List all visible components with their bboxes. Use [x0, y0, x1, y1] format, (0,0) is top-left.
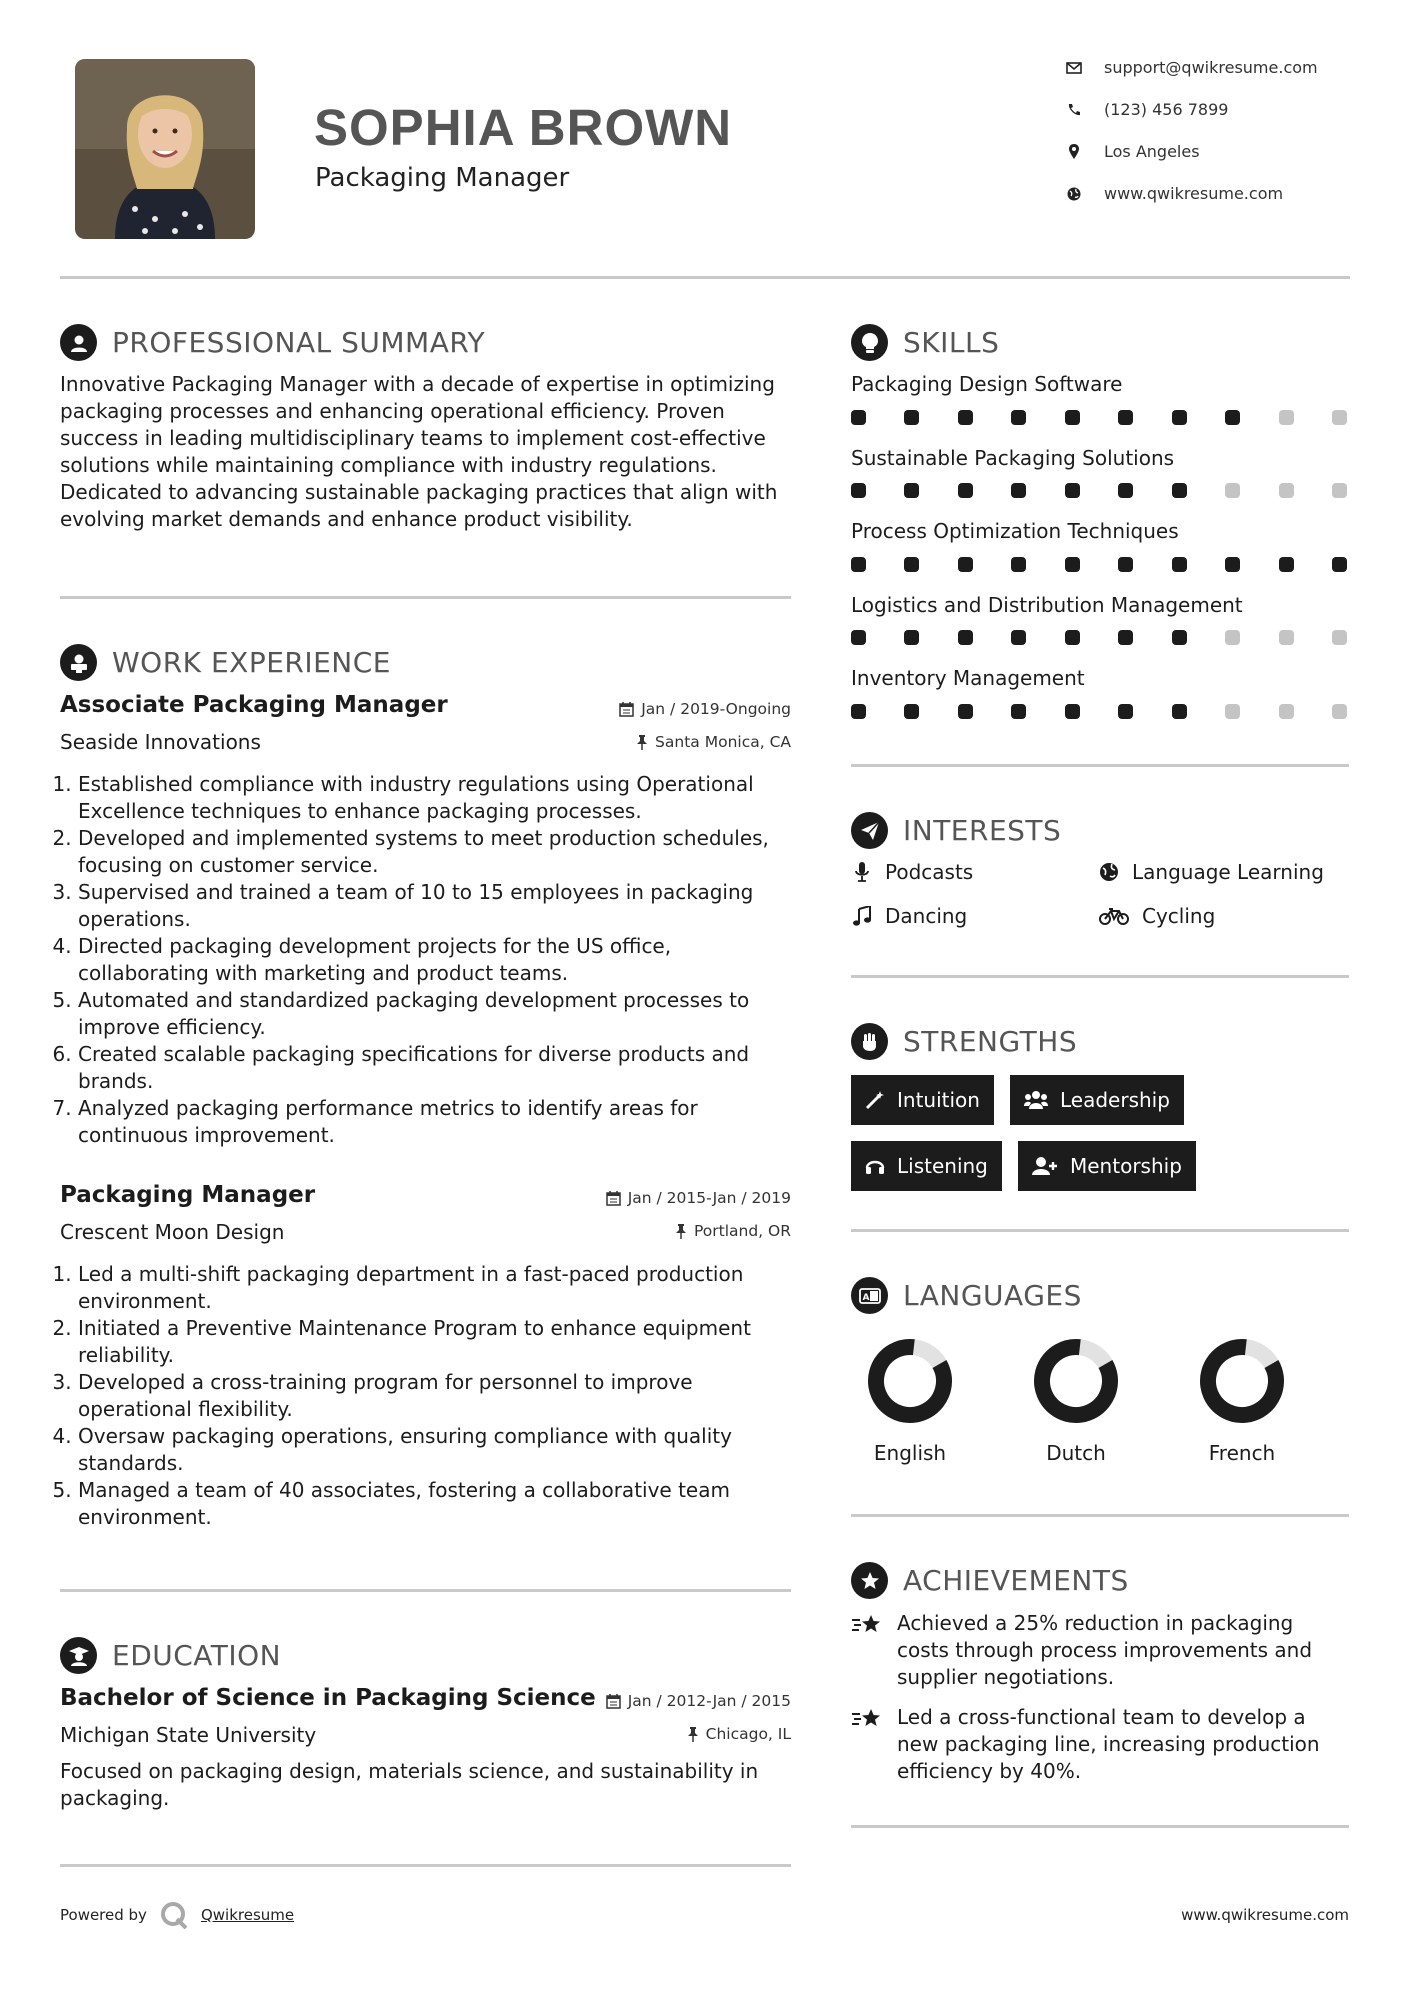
ring-fill [865, 1336, 955, 1426]
achievements-heading-text: ACHIEVEMENTS [903, 1564, 1129, 1597]
summary-divider [60, 596, 791, 599]
job-dates [500, 700, 791, 718]
skill-dot-filled [1118, 704, 1133, 719]
skill-dot-filled [851, 557, 866, 572]
map-pin-icon [1064, 144, 1084, 159]
duty-item: 6. Created scalable packaging specifications for diverse products and brands. [78, 1041, 795, 1095]
skill-dot-filled [958, 704, 973, 719]
job-title: Packaging Manager [60, 1182, 316, 1208]
language-name: English [873, 1441, 947, 1465]
strength-label: Leadership [1060, 1088, 1170, 1112]
skill-dot-filled [904, 483, 919, 498]
skill-dot-filled [1065, 410, 1080, 425]
user-plus-icon [1032, 1156, 1058, 1176]
magic-wand-icon [865, 1090, 885, 1110]
lightbulb-icon [851, 324, 888, 361]
skill-dot-empty [1332, 704, 1347, 719]
job-location-text: Santa Monica, CA [655, 733, 791, 751]
skills-heading-text: SKILLS [903, 326, 1000, 359]
star-badge-icon [851, 1562, 888, 1599]
duty-item: 5. Automated and standardized packaging development processes to improve efficiency. [78, 987, 795, 1041]
summary-text: Innovative Packaging Manager with a decade of expertise in optimizing packaging processes and enhancing operational efficiency. Proven success in leading multidisciplinary teams to implement cost-effective solutions while maintaining compliance with industry regulations. Dedicated to advancing sustainable packaging practices that align with evolving market demands and enhance product visibility. [60, 372, 778, 531]
skill-dot-filled [1118, 557, 1133, 572]
skill-name: Packaging Design Software [851, 372, 1123, 396]
header-divider [60, 276, 1350, 279]
duty-item: 5. Managed a team of 40 associates, fostering a collaborative team environment. [78, 1477, 795, 1531]
language-icon [851, 1277, 888, 1314]
strength-label: Listening [897, 1154, 988, 1178]
skill-name: Sustainable Packaging Solutions [851, 446, 1175, 470]
skill-dot-filled [904, 557, 919, 572]
skill-dot-filled [851, 410, 866, 425]
calendar-icon [619, 702, 634, 717]
skill-name: Inventory Management [851, 666, 1085, 690]
language-proficiency-ring [1197, 1336, 1287, 1426]
language-item [1172, 1336, 1312, 1465]
skill-dot-empty [1225, 630, 1240, 645]
languages-heading [851, 1277, 1082, 1314]
job-dates-text: Jan / 2019-Ongoing [641, 700, 791, 718]
experience-divider [60, 1589, 791, 1592]
contact-website-text: www.qwikresume.com [1104, 184, 1284, 203]
skill-dot-empty [1279, 410, 1294, 425]
interests-divider [851, 975, 1349, 978]
summary-heading [60, 324, 485, 361]
skill-dot-empty [1332, 483, 1347, 498]
skill-dot-filled [1011, 483, 1026, 498]
contact-location [1064, 142, 1200, 161]
interest-item [1098, 860, 1324, 884]
strength-label: Mentorship [1070, 1154, 1182, 1178]
skill-dot-filled [1172, 630, 1187, 645]
microphone-icon [851, 862, 873, 882]
skill-dot-filled [1118, 630, 1133, 645]
contact-phone-text: (123) 456 7899 [1104, 100, 1229, 119]
skill-name: Process Optimization Techniques [851, 519, 1179, 543]
skill-dot-filled [1011, 410, 1026, 425]
skill-name: Logistics and Distribution Management [851, 593, 1243, 617]
shooting-star-icon [851, 1610, 887, 1691]
experience-heading-text: WORK EXPERIENCE [112, 646, 391, 679]
svg-text:A: A [862, 1292, 870, 1303]
paper-plane-icon [851, 812, 888, 849]
ring-fill [1197, 1336, 1287, 1426]
job-location [500, 1222, 791, 1240]
profile-photo [75, 59, 255, 239]
achievement-text: Led a cross-functional team to develop a new packaging line, increasing production efficiency by 40%. [897, 1705, 1320, 1783]
strengths-heading [851, 1023, 1077, 1060]
job-dates [480, 1189, 791, 1207]
contact-email-text: support@qwikresume.com [1104, 58, 1318, 77]
footer-url[interactable]: www.qwikresume.com [1181, 1906, 1349, 1924]
ring-fill [1031, 1336, 1121, 1426]
skill-dot-filled [904, 704, 919, 719]
strength-badge [851, 1141, 1002, 1191]
language-name: Dutch [1046, 1441, 1106, 1465]
skill-dot-filled [1172, 557, 1187, 572]
duty-item: 2. Developed and implemented systems to meet production schedules, focusing on customer service. [78, 825, 795, 879]
skill-dot-empty [1332, 630, 1347, 645]
achievement-text: Achieved a 25% reduction in packaging costs through process improvements and supplier negotiations. [897, 1611, 1313, 1689]
contact-website[interactable] [1064, 184, 1283, 203]
duty-item: 3. Developed a cross-training program for personnel to improve operational flexibility. [78, 1369, 795, 1423]
language-item [1006, 1336, 1146, 1465]
skill-dot-filled [1172, 483, 1187, 498]
skill-dot-filled [1172, 704, 1187, 719]
music-note-icon [851, 906, 873, 926]
skill-dot-empty [1332, 410, 1347, 425]
footer-powered [60, 1901, 294, 1929]
phone-icon [1064, 103, 1084, 117]
education-description: Focused on packaging design, materials science, and sustainability in packaging. [60, 1759, 759, 1810]
language-item [840, 1336, 980, 1465]
degree-title: Bachelor of Science in Packaging Science [60, 1685, 596, 1711]
brand-link[interactable]: Qwikresume [200, 1906, 295, 1924]
job-title: Associate Packaging Manager [60, 692, 448, 718]
fist-icon [851, 1023, 888, 1060]
skill-dot-filled [1225, 410, 1240, 425]
group-icon [1024, 1090, 1048, 1110]
school-name: Michigan State University [60, 1723, 317, 1747]
language-name: French [1208, 1441, 1276, 1465]
experience-heading [60, 644, 391, 681]
education-divider [60, 1864, 791, 1867]
graduate-icon [60, 1637, 97, 1674]
job-dates-text: Jan / 2015-Jan / 2019 [627, 1189, 791, 1207]
skill-dot-empty [1225, 704, 1240, 719]
duty-item: 4. Oversaw packaging operations, ensuring compliance with quality standards. [78, 1423, 795, 1477]
pushpin-icon [687, 1727, 699, 1742]
pushpin-icon [675, 1224, 687, 1239]
briefcase-user-icon [60, 644, 97, 681]
skill-dot-filled [851, 630, 866, 645]
education-heading [60, 1637, 281, 1674]
globe-icon [1098, 862, 1120, 882]
skill-rating [851, 410, 1347, 425]
skill-dot-filled [1011, 630, 1026, 645]
skill-dot-filled [1225, 557, 1240, 572]
achievement-item [851, 1704, 1341, 1785]
skill-dot-filled [1065, 483, 1080, 498]
skill-dot-filled [1065, 630, 1080, 645]
skill-dot-empty [1225, 483, 1240, 498]
duty-item: 1. Established compliance with industry regulations using Operational Excellence techniques to enhance packaging processes. [78, 771, 795, 825]
skill-rating [851, 704, 1347, 719]
job-duties [60, 771, 795, 1149]
duty-item: 3. Supervised and trained a team of 10 to 15 employees in packaging operations. [78, 879, 795, 933]
interest-label: Cycling [1142, 904, 1216, 928]
job-company: Seaside Innovations [60, 730, 261, 754]
education-dates [480, 1692, 791, 1710]
education-dates-text: Jan / 2012-Jan / 2015 [627, 1692, 791, 1710]
skill-dot-filled [1332, 557, 1347, 572]
achievements-heading [851, 1562, 1129, 1599]
skill-rating [851, 630, 1347, 645]
education-location-text: Chicago, IL [705, 1725, 791, 1743]
skill-dot-filled [1118, 483, 1133, 498]
skill-dot-filled [958, 557, 973, 572]
powered-by-text: Powered by [60, 1906, 147, 1924]
skills-divider [851, 764, 1349, 767]
duty-item: 4. Directed packaging development projects for the US office, collaborating with marketing and product teams. [78, 933, 795, 987]
strengths-divider [851, 1229, 1349, 1232]
skill-dot-filled [904, 630, 919, 645]
skill-dot-empty [1279, 483, 1294, 498]
skill-dot-filled [1279, 557, 1294, 572]
skills-heading [851, 324, 999, 361]
skill-dot-filled [958, 630, 973, 645]
skill-dot-filled [904, 410, 919, 425]
skill-dot-empty [1279, 630, 1294, 645]
job-duties [60, 1261, 795, 1531]
globe-icon [1064, 187, 1084, 201]
education-heading-text: EDUCATION [112, 1639, 282, 1672]
contact-phone[interactable] [1064, 100, 1228, 119]
languages-heading-text: LANGUAGES [903, 1279, 1082, 1312]
strengths-heading-text: STRENGTHS [903, 1025, 1078, 1058]
skill-dot-filled [958, 483, 973, 498]
achievements-divider [851, 1825, 1349, 1828]
job-company: Crescent Moon Design [60, 1220, 285, 1244]
duty-item: 1. Led a multi-shift packaging department in a fast-paced production environment. [78, 1261, 795, 1315]
skill-dot-filled [958, 410, 973, 425]
job-location [500, 733, 791, 751]
interests-heading-text: INTERESTS [903, 814, 1062, 847]
qwikresume-logo-icon [159, 1901, 189, 1929]
duty-item: 2. Initiated a Preventive Maintenance Program to enhance equipment reliability. [78, 1315, 795, 1369]
envelope-icon [1064, 62, 1084, 74]
calendar-icon [606, 1694, 621, 1709]
skill-dot-filled [1118, 410, 1133, 425]
duty-item: 7. Analyzed packaging performance metrics to identify areas for continuous improvement. [78, 1095, 795, 1149]
achievement-item [851, 1610, 1341, 1691]
calendar-icon [606, 1191, 621, 1206]
strength-badge [1018, 1141, 1196, 1191]
skill-dot-filled [1172, 410, 1187, 425]
skill-dot-filled [851, 704, 866, 719]
interest-item [851, 860, 973, 884]
interest-item [1098, 904, 1215, 928]
skill-dot-filled [1011, 704, 1026, 719]
skill-dot-filled [1065, 704, 1080, 719]
strength-badge [851, 1075, 994, 1125]
languages-divider [851, 1514, 1349, 1517]
interest-label: Dancing [885, 904, 968, 928]
interest-label: Language Learning [1132, 860, 1324, 884]
skill-dot-filled [851, 483, 866, 498]
job-location-text: Portland, OR [693, 1222, 791, 1240]
skill-dot-filled [1065, 557, 1080, 572]
skill-rating [851, 557, 1347, 572]
strength-label: Intuition [897, 1088, 980, 1112]
strength-badge [1010, 1075, 1184, 1125]
interest-item [851, 904, 967, 928]
skill-rating [851, 483, 1347, 498]
interests-heading [851, 812, 1061, 849]
headphones-icon [865, 1156, 885, 1176]
shooting-star-icon [851, 1704, 887, 1785]
interest-label: Podcasts [885, 860, 974, 884]
candidate-name: SOPHIA BROWN [314, 99, 733, 156]
skill-dot-filled [1011, 557, 1026, 572]
education-location [500, 1725, 791, 1743]
language-proficiency-ring [1031, 1336, 1121, 1426]
pushpin-icon [636, 735, 648, 750]
language-proficiency-ring [865, 1336, 955, 1426]
summary-heading-text: PROFESSIONAL SUMMARY [112, 326, 486, 359]
contact-location-text: Los Angeles [1104, 142, 1200, 161]
candidate-title: Packaging Manager [315, 163, 570, 193]
contact-email[interactable] [1064, 58, 1318, 77]
bicycle-icon [1098, 907, 1130, 925]
skill-dot-empty [1279, 704, 1294, 719]
user-icon [60, 324, 97, 361]
